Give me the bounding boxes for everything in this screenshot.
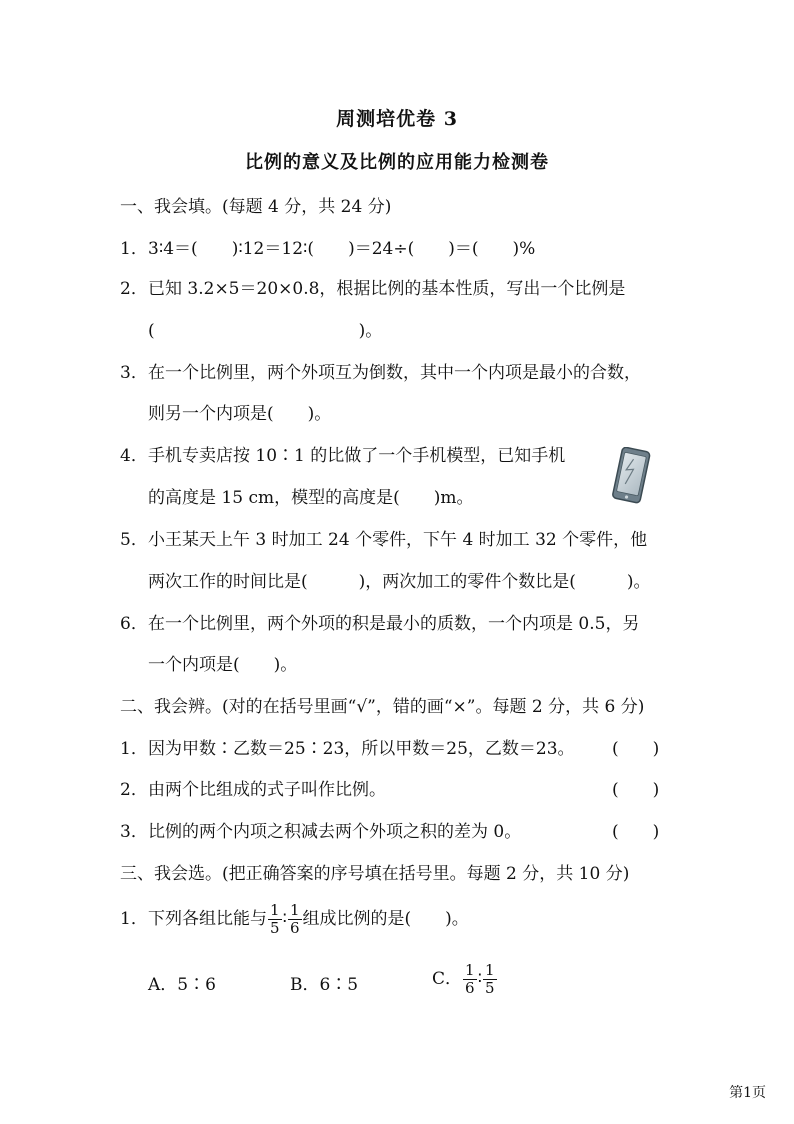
question-text: 在一个比例里，两个外项互为倒数，其中一个内项是最小的合数，: [148, 363, 641, 383]
s2-question-2: [120, 775, 386, 800]
question-number: 1．: [120, 239, 148, 259]
ratio-colon: ∶: [282, 909, 287, 929]
s3-question-1: [120, 902, 469, 937]
question-text: 已知 3.2×5＝20×0.8，根据比例的基本性质，写出一个比例是: [148, 279, 626, 299]
section3-heading: 三、我会选。(把正确答案的序号填在括号里。每题 2 分，共 10 分): [120, 864, 630, 884]
numerator: 1: [465, 961, 475, 979]
numerator: 1: [485, 961, 495, 979]
page-title: 周测培优卷 3: [336, 108, 458, 130]
option-a[interactable]: A．5∶6: [148, 975, 216, 995]
denominator: 6: [465, 979, 475, 997]
question-number: 6．: [120, 614, 148, 634]
s1-question-1: [120, 234, 535, 259]
question-text: 由两个比组成的式子叫作比例。: [148, 780, 386, 800]
s1-question-4-line2: 的高度是 15 cm，模型的高度是( )m。: [148, 488, 474, 508]
fraction: [268, 902, 282, 937]
s2-question-1: [120, 734, 575, 759]
question-text: 小王某天上午 3 时加工 24 个零件，下午 4 时加工 32 个零件，他: [148, 530, 648, 550]
question-text: 因为甲数∶乙数＝25∶23，所以甲数＝25，乙数＝23。: [148, 739, 575, 759]
denominator: 5: [485, 979, 495, 997]
section2-heading: 二、我会辨。(对的在括号里画“√”，错的画“×”。每题 2 分，共 6 分): [120, 697, 645, 717]
fraction: [463, 962, 477, 997]
fraction: [288, 902, 302, 937]
page-number: 第1页: [729, 1085, 766, 1101]
question-text-prefix: 下列各组比能与: [148, 909, 267, 929]
s1-question-5-line2: 两次工作的时间比是( )，两次加工的零件个数比是( )。: [148, 572, 651, 592]
s1-question-3: [120, 358, 641, 383]
question-number: 2．: [120, 279, 148, 299]
fraction: [483, 962, 497, 997]
question-number: 2．: [120, 780, 148, 800]
answer-paren[interactable]: ( ): [612, 822, 660, 842]
denominator: 5: [270, 919, 280, 937]
page-subtitle: 比例的意义及比例的应用能力检测卷: [245, 152, 549, 173]
s1-question-5: [120, 525, 647, 550]
question-text: 在一个比例里，两个外项的积是最小的质数，一个内项是 0.5，另: [148, 614, 640, 634]
s1-question-6-line2: 一个内项是( )。: [148, 655, 298, 675]
section1-heading: 一、我会填。(每题 4 分，共 24 分): [120, 197, 392, 217]
question-number: 1．: [120, 909, 148, 929]
phone-icon: [606, 447, 656, 505]
s1-question-4: [120, 441, 565, 466]
question-text: 3∶4＝( )∶12＝12∶( )＝24÷( )＝( )%: [148, 239, 536, 259]
answer-paren[interactable]: ( ): [612, 739, 660, 759]
s1-question-2: [120, 274, 625, 299]
s1-question-6: [120, 609, 639, 634]
denominator: 6: [289, 919, 300, 937]
question-text: 比例的两个内项之积减去两个外项之积的差为 0。: [148, 822, 522, 842]
s1-question-2-line2: ( )。: [148, 321, 383, 341]
s2-question-3: [120, 817, 521, 842]
question-text-suffix: 组成比例的是( )。: [302, 909, 469, 929]
question-number: 5．: [120, 530, 148, 550]
option-b[interactable]: B．6∶5: [290, 975, 359, 995]
numerator: 1: [270, 901, 280, 919]
option-label: C．: [432, 969, 463, 989]
option-c[interactable]: [432, 962, 498, 997]
question-number: 1．: [120, 739, 148, 759]
s1-question-3-line2: 则另一个内项是( )。: [148, 404, 332, 424]
numerator: 1: [289, 901, 300, 919]
answer-paren[interactable]: ( ): [612, 780, 660, 800]
question-number: 4．: [120, 446, 148, 466]
question-number: 3．: [120, 363, 148, 383]
ratio-colon: ∶: [477, 969, 482, 989]
question-text: 手机专卖店按 10∶1 的比做了一个手机模型，已知手机: [148, 446, 566, 466]
question-number: 3．: [120, 822, 148, 842]
